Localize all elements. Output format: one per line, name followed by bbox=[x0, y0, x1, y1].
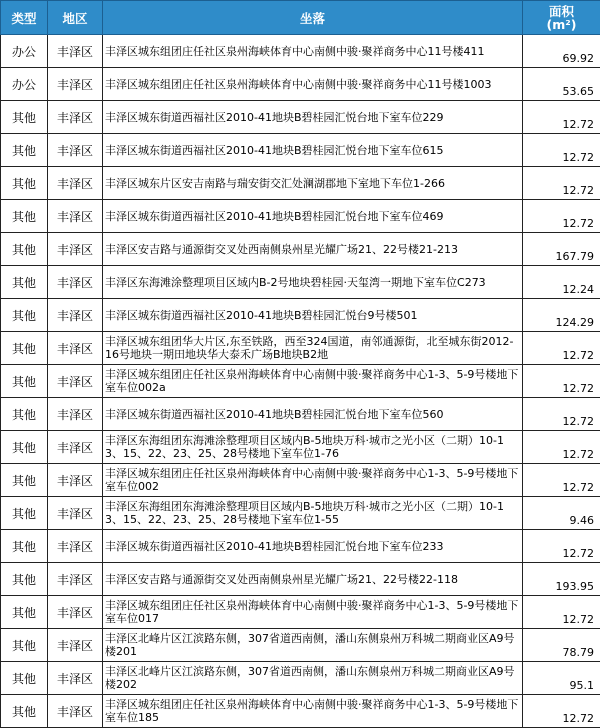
type-cell: 其他 bbox=[1, 299, 48, 332]
area-cell: 78.79 bbox=[523, 629, 600, 662]
region-cell: 丰泽区 bbox=[48, 134, 103, 167]
type-cell: 办公 bbox=[1, 35, 48, 68]
table-row bbox=[1, 35, 600, 68]
header-location: 坐落 bbox=[103, 1, 523, 35]
table-row bbox=[1, 233, 600, 266]
location-cell: 丰泽区城东片区安吉南路与瑞安街交汇处澜湖郡地下室地下车位1-266 bbox=[103, 167, 523, 200]
area-cell: 12.72 bbox=[523, 530, 600, 563]
region-cell: 丰泽区 bbox=[48, 398, 103, 431]
header-type: 类型 bbox=[1, 1, 48, 35]
area-cell: 69.92 bbox=[523, 35, 600, 68]
table-body bbox=[1, 35, 600, 728]
table-row bbox=[1, 596, 600, 629]
area-cell: 167.79 bbox=[523, 233, 600, 266]
table-row bbox=[1, 497, 600, 530]
type-cell: 其他 bbox=[1, 101, 48, 134]
type-cell: 其他 bbox=[1, 398, 48, 431]
region-cell: 丰泽区 bbox=[48, 695, 103, 728]
table-row bbox=[1, 332, 600, 365]
location-cell: 丰泽区城东组团庄任社区泉州海峡体育中心南侧中骏·聚祥商务中心1-3、5-9号楼地下室车位017 bbox=[103, 596, 523, 629]
type-cell: 其他 bbox=[1, 596, 48, 629]
area-cell: 12.72 bbox=[523, 101, 600, 134]
type-cell: 其他 bbox=[1, 134, 48, 167]
region-cell: 丰泽区 bbox=[48, 299, 103, 332]
table-row bbox=[1, 431, 600, 464]
location-cell: 丰泽区安吉路与通源街交叉处西南侧泉州星光耀广场21、22号楼21-213 bbox=[103, 233, 523, 266]
location-cell: 丰泽区城东街道西福社区2010-41地块B碧桂园汇悦台地下室车位229 bbox=[103, 101, 523, 134]
header-region: 地区 bbox=[48, 1, 103, 35]
region-cell: 丰泽区 bbox=[48, 662, 103, 695]
area-cell: 12.72 bbox=[523, 365, 600, 398]
area-cell: 12.72 bbox=[523, 431, 600, 464]
location-cell: 丰泽区城东街道西福社区2010-41地块B碧桂园汇悦台地下室车位615 bbox=[103, 134, 523, 167]
header-area-label: 面积 bbox=[549, 4, 574, 19]
location-cell: 丰泽区东海组团东海滩涂整理项目区域内B-5地块万科·城市之光小区（二期）10-13、15、22、23、25、28号楼地下室车位1-76 bbox=[103, 431, 523, 464]
type-cell: 其他 bbox=[1, 233, 48, 266]
type-cell: 其他 bbox=[1, 365, 48, 398]
location-cell: 丰泽区城东街道西福社区2010-41地块B碧桂园汇悦台地下室车位233 bbox=[103, 530, 523, 563]
table-row bbox=[1, 530, 600, 563]
location-cell: 丰泽区东海滩涂整理项目区域内B-2号地块碧桂园·天玺湾一期地下室车位C273 bbox=[103, 266, 523, 299]
location-cell: 丰泽区城东街道西福社区2010-41地块B碧桂园汇悦台地下室车位560 bbox=[103, 398, 523, 431]
region-cell: 丰泽区 bbox=[48, 332, 103, 365]
region-cell: 丰泽区 bbox=[48, 233, 103, 266]
type-cell: 其他 bbox=[1, 530, 48, 563]
location-cell: 丰泽区安吉路与通源街交叉处西南侧泉州星光耀广场21、22号楼22-118 bbox=[103, 563, 523, 596]
area-cell: 95.1 bbox=[523, 662, 600, 695]
type-cell: 其他 bbox=[1, 497, 48, 530]
area-cell: 9.46 bbox=[523, 497, 600, 530]
region-cell: 丰泽区 bbox=[48, 266, 103, 299]
table-row bbox=[1, 68, 600, 101]
type-cell: 其他 bbox=[1, 266, 48, 299]
area-cell: 12.72 bbox=[523, 398, 600, 431]
type-cell: 其他 bbox=[1, 563, 48, 596]
region-cell: 丰泽区 bbox=[48, 596, 103, 629]
region-cell: 丰泽区 bbox=[48, 563, 103, 596]
location-cell: 丰泽区城东组团庄任社区泉州海峡体育中心南侧中骏·聚祥商务中心11号楼1003 bbox=[103, 68, 523, 101]
area-cell: 12.72 bbox=[523, 596, 600, 629]
table-row bbox=[1, 464, 600, 497]
type-cell: 其他 bbox=[1, 332, 48, 365]
table-row bbox=[1, 266, 600, 299]
location-cell: 丰泽区北峰片区江滨路东侧，307省道西南侧，潘山东侧泉州万科城二期商业区A9号楼201 bbox=[103, 629, 523, 662]
area-cell: 193.95 bbox=[523, 563, 600, 596]
area-cell: 12.72 bbox=[523, 200, 600, 233]
location-cell: 丰泽区城东街道西福社区2010-41地块B碧桂园汇悦台9号楼501 bbox=[103, 299, 523, 332]
area-cell: 12.72 bbox=[523, 464, 600, 497]
table-row bbox=[1, 695, 600, 728]
area-cell: 12.24 bbox=[523, 266, 600, 299]
region-cell: 丰泽区 bbox=[48, 530, 103, 563]
location-cell: 丰泽区城东街道西福社区2010-41地块B碧桂园汇悦台地下室车位469 bbox=[103, 200, 523, 233]
region-cell: 丰泽区 bbox=[48, 629, 103, 662]
location-cell: 丰泽区东海组团东海滩涂整理项目区域内B-5地块万科·城市之光小区（二期）10-13、15、22、23、25、28号楼地下室车位1-55 bbox=[103, 497, 523, 530]
location-cell: 丰泽区城东组团庄任社区泉州海峡体育中心南侧中骏·聚祥商务中心1-3、5-9号楼地下室车位002a bbox=[103, 365, 523, 398]
area-cell: 12.72 bbox=[523, 332, 600, 365]
type-cell: 其他 bbox=[1, 662, 48, 695]
table-row bbox=[1, 365, 600, 398]
type-cell: 办公 bbox=[1, 68, 48, 101]
area-cell: 53.65 bbox=[523, 68, 600, 101]
table-row bbox=[1, 200, 600, 233]
region-cell: 丰泽区 bbox=[48, 431, 103, 464]
region-cell: 丰泽区 bbox=[48, 200, 103, 233]
region-cell: 丰泽区 bbox=[48, 497, 103, 530]
area-cell: 12.72 bbox=[523, 134, 600, 167]
area-cell: 12.72 bbox=[523, 167, 600, 200]
table-row bbox=[1, 101, 600, 134]
area-cell: 12.72 bbox=[523, 695, 600, 728]
table-row bbox=[1, 398, 600, 431]
type-cell: 其他 bbox=[1, 431, 48, 464]
table-row bbox=[1, 167, 600, 200]
type-cell: 其他 bbox=[1, 200, 48, 233]
header-area bbox=[523, 1, 600, 35]
type-cell: 其他 bbox=[1, 464, 48, 497]
region-cell: 丰泽区 bbox=[48, 35, 103, 68]
header-area-unit: (m²) bbox=[547, 17, 577, 32]
table-row bbox=[1, 299, 600, 332]
table-row bbox=[1, 629, 600, 662]
type-cell: 其他 bbox=[1, 629, 48, 662]
region-cell: 丰泽区 bbox=[48, 68, 103, 101]
location-cell: 丰泽区北峰片区江滨路东侧，307省道西南侧，潘山东侧泉州万科城二期商业区A9号楼202 bbox=[103, 662, 523, 695]
region-cell: 丰泽区 bbox=[48, 365, 103, 398]
type-cell: 其他 bbox=[1, 695, 48, 728]
area-cell: 124.29 bbox=[523, 299, 600, 332]
location-cell: 丰泽区城东组团庄任社区泉州海峡体育中心南侧中骏·聚祥商务中心11号楼411 bbox=[103, 35, 523, 68]
region-cell: 丰泽区 bbox=[48, 101, 103, 134]
location-cell: 丰泽区城东组团华大片区,东至铁路，西至324国道，南邻通源街，北至城东街2012-16号地块一期田地块华大泰禾广场B地块B2地 bbox=[103, 332, 523, 365]
type-cell: 其他 bbox=[1, 167, 48, 200]
table-row bbox=[1, 134, 600, 167]
location-cell: 丰泽区城东组团庄任社区泉州海峡体育中心南侧中骏·聚祥商务中心1-3、5-9号楼地下室车位002 bbox=[103, 464, 523, 497]
region-cell: 丰泽区 bbox=[48, 167, 103, 200]
table-row bbox=[1, 563, 600, 596]
header-row bbox=[1, 1, 600, 35]
region-cell: 丰泽区 bbox=[48, 464, 103, 497]
table-row bbox=[1, 662, 600, 695]
location-cell: 丰泽区城东组团庄任社区泉州海峡体育中心南侧中骏·聚祥商务中心1-3、5-9号楼地下室车位185 bbox=[103, 695, 523, 728]
